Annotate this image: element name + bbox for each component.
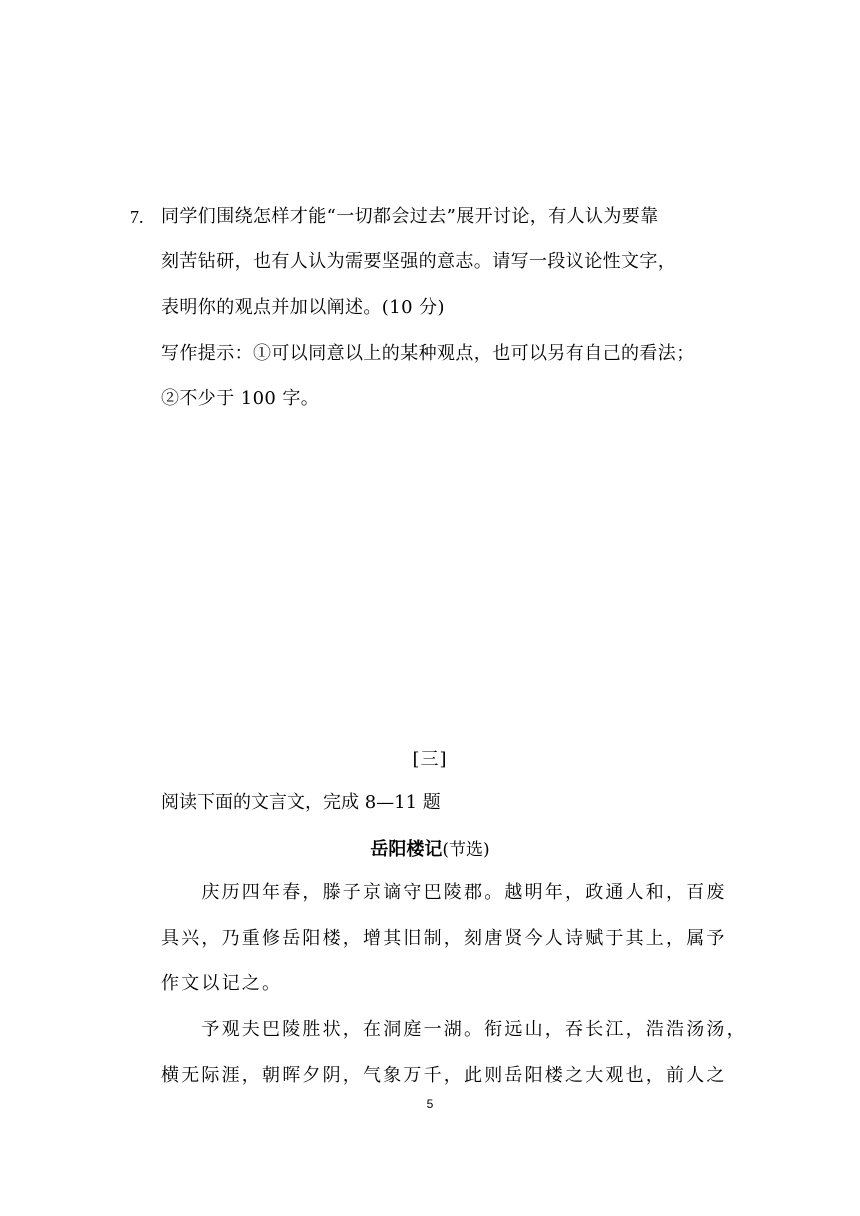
passage-line: 庆历四年春，滕子京谪守巴陵郡。越明年，政通人和，百废 [161, 882, 727, 903]
passage-title-sub: (节选) [442, 840, 490, 860]
passage-title-main: 岳阳楼记 [370, 839, 443, 860]
writing-hint-line: ②不少于 100 字。 [161, 388, 320, 409]
question-number: 7. [130, 207, 144, 227]
question-line: 表明你的观点并加以阐述。(10 分) [161, 297, 445, 318]
passage-line: 横无际涯，朝晖夕阴，气象万千，此则岳阳楼之大观也，前人之 [161, 1065, 727, 1086]
question-line: 同学们围绕怎样才能“一切都会过去”展开讨论，有人认为要靠 [161, 206, 659, 227]
passage-line: 予观夫巴陵胜状，在洞庭一湖。衔远山，吞长江，浩浩汤汤， [161, 1019, 747, 1040]
page-number: 5 [426, 1097, 434, 1111]
passage-title [0, 838, 860, 862]
reading-instruction: 阅读下面的文言文，完成 8—11 题 [161, 792, 441, 813]
section-marker: [三] [412, 749, 448, 770]
passage-line: 具兴，乃重修岳阳楼，增其旧制，刻唐贤今人诗赋于其上，属予 [161, 928, 727, 949]
question-line: 刻苦钻研，也有人认为需要坚强的意志。请写一段议论性文字， [161, 251, 677, 272]
passage-line: 作文以记之。 [161, 973, 283, 994]
writing-hint-line: 写作提示：①可以同意以上的某种观点，也可以另有自己的看法； [161, 343, 695, 364]
